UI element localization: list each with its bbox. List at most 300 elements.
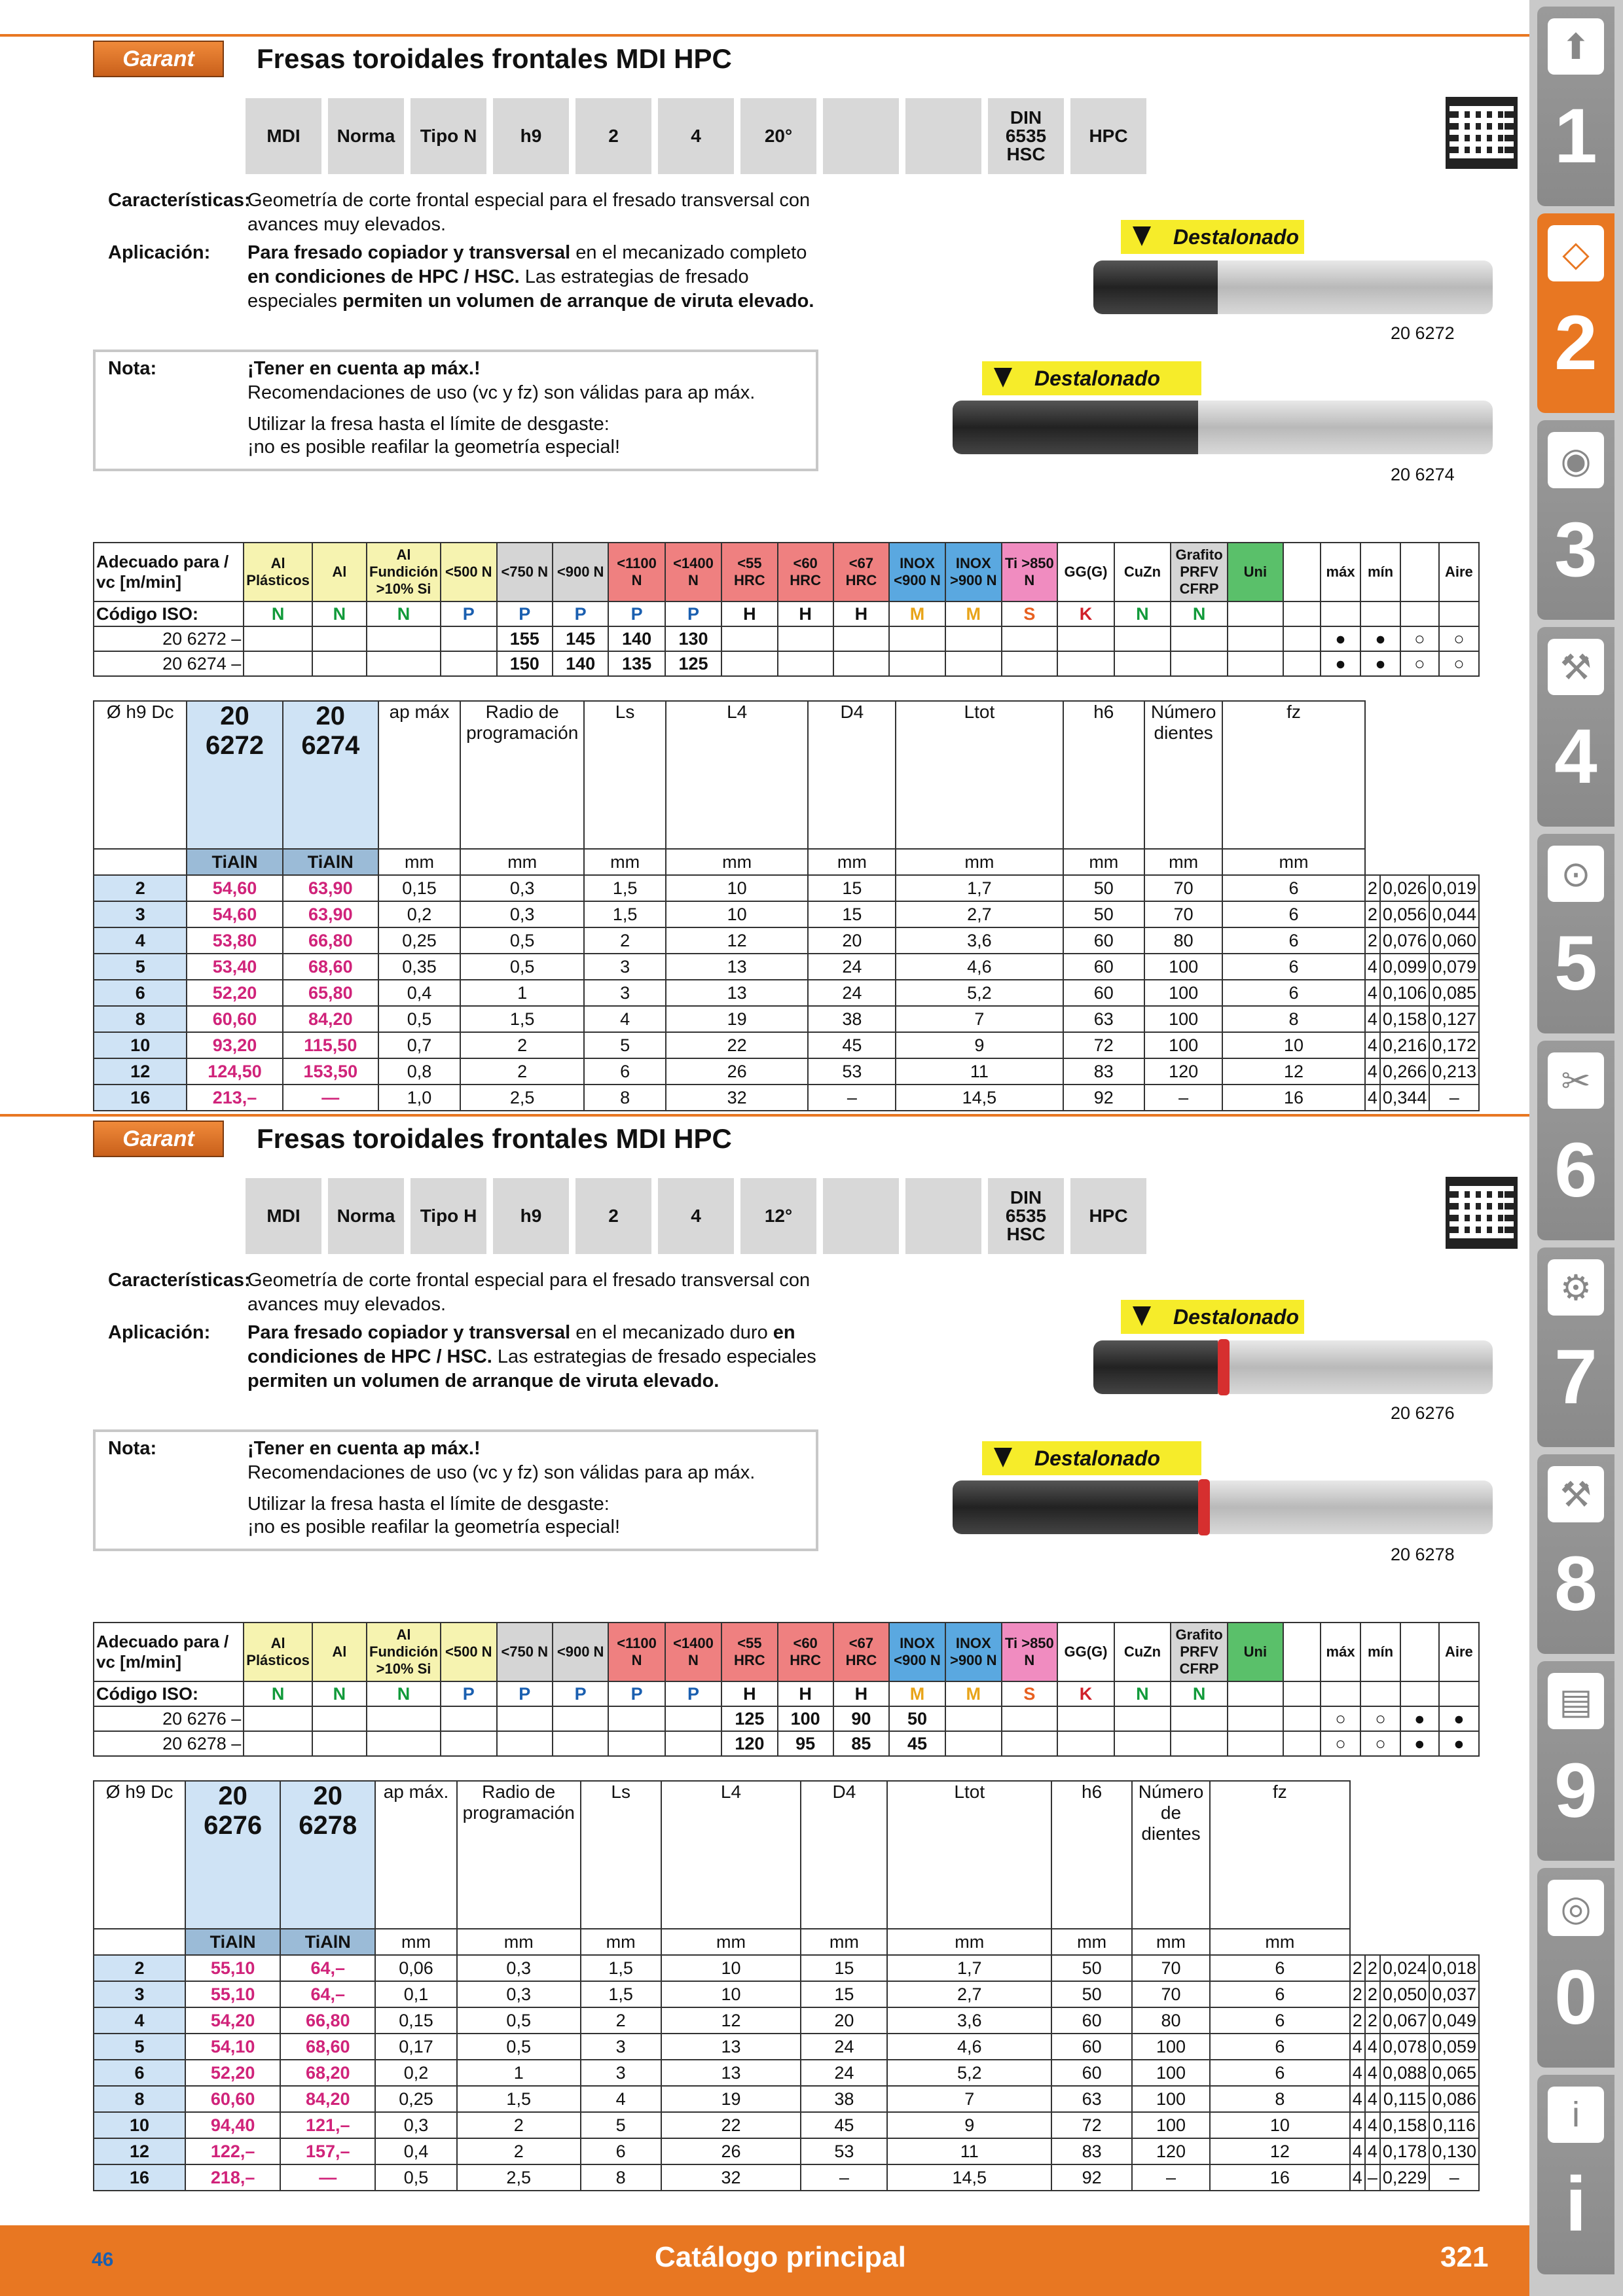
table-cell: 12 bbox=[94, 1058, 187, 1085]
chapter-icon: ◇ bbox=[1548, 225, 1604, 281]
pictogram-label: HPC bbox=[1089, 126, 1128, 146]
table-cell: 5 bbox=[581, 2112, 661, 2138]
table-cell: 0,25 bbox=[378, 927, 460, 954]
vc-value bbox=[1002, 626, 1057, 651]
pictogram-label: HPC bbox=[1089, 1206, 1128, 1226]
table-cell: 6 bbox=[94, 980, 187, 1006]
header-d: Ø h9 Dc bbox=[94, 701, 187, 849]
table-cell: 66,80 bbox=[280, 2007, 375, 2034]
table-cell: 0,3 bbox=[457, 1955, 581, 1981]
header-fz: fz bbox=[1210, 1781, 1350, 1929]
vc-value bbox=[312, 1706, 367, 1731]
footer bbox=[0, 2225, 1529, 2296]
empty-cell bbox=[1283, 601, 1321, 626]
iso-code: P bbox=[441, 1681, 496, 1706]
table-cell: 19 bbox=[661, 2086, 801, 2112]
table-cell: 13 bbox=[666, 980, 809, 1006]
table-cell: 0,5 bbox=[457, 2007, 581, 2034]
table-cell: 72 bbox=[1063, 1032, 1145, 1058]
material-header-cell: Grafito PRFV CFRP bbox=[1171, 543, 1228, 601]
suitability-dot: ○ bbox=[1360, 1706, 1400, 1731]
empty-cell bbox=[1283, 1706, 1321, 1731]
table-cell: 55,10 bbox=[185, 1981, 280, 2007]
suitability-dot: ● bbox=[1439, 1731, 1479, 1756]
table-row bbox=[94, 875, 1479, 901]
table-cell: 5 bbox=[94, 2034, 185, 2060]
table-cell: 6 bbox=[1210, 2007, 1350, 2034]
pictogram-label: DIN 6535 HSC bbox=[1005, 107, 1047, 164]
caracteristicas-text: Geometría de corte frontal especial para el fresado transversal con avances muy elevados. bbox=[247, 1270, 811, 1315]
iso-code: P bbox=[553, 601, 608, 626]
iso-code: N bbox=[244, 601, 312, 626]
vc-value bbox=[665, 1706, 721, 1731]
qr-code bbox=[1446, 1177, 1518, 1249]
iso-code: N bbox=[1114, 601, 1171, 626]
iso-code: H bbox=[721, 601, 777, 626]
table-cell: 4 bbox=[1365, 2034, 1380, 2060]
table-cell: 8 bbox=[1222, 1006, 1365, 1032]
unit: mm bbox=[887, 1929, 1051, 1955]
table-cell: 50 bbox=[1063, 901, 1145, 927]
article-code: 20 6278 – bbox=[94, 1731, 244, 1756]
unit: mm bbox=[581, 1929, 661, 1955]
table-cell: 0,7 bbox=[378, 1032, 460, 1058]
table-cell: 2,7 bbox=[887, 1981, 1051, 2007]
header-l4: L4 bbox=[661, 1781, 801, 1929]
table-row bbox=[94, 980, 1479, 1006]
empty-cell bbox=[1321, 1681, 1360, 1706]
chapter-tab-1[interactable] bbox=[1537, 7, 1614, 206]
vc-value bbox=[1057, 626, 1114, 651]
vc-value bbox=[244, 626, 312, 651]
article-code: 20 6276 – bbox=[94, 1706, 244, 1731]
table-cell: 12 bbox=[1222, 1058, 1365, 1085]
table-row bbox=[94, 1085, 1479, 1111]
table-cell: 2 bbox=[457, 2112, 581, 2138]
pictogram bbox=[740, 98, 816, 174]
material-header-cell: máx bbox=[1321, 1623, 1360, 1681]
table-cell: 0,076 bbox=[1380, 927, 1430, 954]
material-header-cell: INOX >900 N bbox=[945, 1623, 1002, 1681]
table-cell: 0,044 bbox=[1429, 901, 1479, 927]
vc-value bbox=[889, 651, 945, 676]
chapter-number: 0 bbox=[1554, 1954, 1597, 2041]
pictogram bbox=[1070, 98, 1146, 174]
unit: mm bbox=[661, 1929, 801, 1955]
tool-color-ring bbox=[1218, 1339, 1230, 1395]
iso-code: Código ISO: bbox=[94, 601, 244, 626]
table-cell: 22 bbox=[666, 1032, 809, 1058]
table-cell: 4 bbox=[1365, 954, 1380, 980]
table-cell: 0,5 bbox=[460, 954, 584, 980]
chapter-tab-7[interactable] bbox=[1537, 1247, 1614, 1447]
table-cell: 70 bbox=[1144, 875, 1222, 901]
table-cell: 2 bbox=[94, 875, 187, 901]
iso-code: M bbox=[945, 601, 1002, 626]
nota-line-2: Recomendaciones de uso (vc y fz) son válidas para ap máx. bbox=[247, 382, 756, 403]
chapter-icon: i bbox=[1548, 2087, 1604, 2143]
destalonado-label bbox=[1121, 1300, 1304, 1334]
table-cell: 100 bbox=[1144, 980, 1222, 1006]
table-cell: 32 bbox=[661, 2164, 801, 2191]
pictogram bbox=[410, 1178, 486, 1254]
vc-value bbox=[1114, 651, 1171, 676]
empty-cell bbox=[1439, 601, 1479, 626]
table-cell: 20 bbox=[808, 927, 896, 954]
tool-image bbox=[1093, 260, 1493, 314]
table-cell: – bbox=[1429, 2164, 1479, 2191]
tool-color-ring bbox=[1198, 1479, 1210, 1535]
pictogram-label: Tipo H bbox=[420, 1206, 477, 1226]
pictogram bbox=[328, 98, 404, 174]
tool-cutting-part bbox=[1093, 1340, 1218, 1394]
table-cell: 8 bbox=[584, 1085, 666, 1111]
table-cell: 157,– bbox=[280, 2138, 375, 2164]
header-ap: ap máx bbox=[378, 701, 460, 849]
chapter-number: i bbox=[1565, 2161, 1587, 2248]
material-header-cell: mín bbox=[1360, 1623, 1400, 1681]
table-cell: 9 bbox=[896, 1032, 1063, 1058]
iso-code: N bbox=[1171, 601, 1228, 626]
nota-label: Nota: bbox=[108, 1438, 157, 1459]
table-cell: 0,1 bbox=[375, 1981, 456, 2007]
tool-image bbox=[953, 401, 1493, 454]
table-cell: 6 bbox=[1222, 875, 1365, 901]
chapter-tab-8[interactable] bbox=[1537, 1454, 1614, 1654]
arrow-down-icon bbox=[994, 368, 1012, 387]
table-cell: 2 bbox=[460, 1058, 584, 1085]
vc-value bbox=[1228, 626, 1283, 651]
table-cell: 218,– bbox=[185, 2164, 280, 2191]
table-cell: 0,15 bbox=[378, 875, 460, 901]
iso-code: H bbox=[833, 1681, 889, 1706]
pictogram bbox=[905, 98, 981, 174]
table-row bbox=[94, 2086, 1479, 2112]
table-cell: 84,20 bbox=[283, 1006, 378, 1032]
top-rule bbox=[0, 34, 1529, 37]
article-code: 20 6274 – bbox=[94, 651, 244, 676]
chapter-tab-5[interactable] bbox=[1537, 834, 1614, 1033]
unit: mm bbox=[1222, 849, 1365, 875]
chapter-tab-3[interactable] bbox=[1537, 420, 1614, 620]
table-cell: 2 bbox=[584, 927, 666, 954]
chapter-number: 7 bbox=[1554, 1334, 1597, 1420]
vc-value bbox=[312, 626, 367, 651]
vc-value bbox=[778, 651, 833, 676]
table-cell: 70 bbox=[1132, 1955, 1210, 1981]
vc-value bbox=[1171, 626, 1228, 651]
pictogram-label: 4 bbox=[691, 1206, 701, 1226]
vc-value: 140 bbox=[553, 651, 608, 676]
table-cell: 16 bbox=[94, 2164, 185, 2191]
pictogram-label: DIN 6535 HSC bbox=[1005, 1187, 1047, 1244]
vc-value bbox=[1171, 1731, 1228, 1756]
table-cell: 10 bbox=[94, 1032, 187, 1058]
suitability-dot: ● bbox=[1321, 626, 1360, 651]
tool-cutting-part bbox=[953, 1480, 1198, 1534]
table-cell: 80 bbox=[1144, 927, 1222, 954]
table-cell: 2 bbox=[1365, 2007, 1380, 2034]
table-cell: 24 bbox=[801, 2060, 887, 2086]
table-cell: 4,6 bbox=[887, 2034, 1051, 2060]
chapter-tab-9[interactable] bbox=[1537, 1661, 1614, 1861]
suitability-dot: ● bbox=[1400, 1706, 1439, 1731]
vc-value bbox=[833, 651, 889, 676]
vc-value bbox=[945, 1706, 1002, 1731]
table-cell: 63 bbox=[1051, 2086, 1132, 2112]
chapter-tab-2[interactable] bbox=[1537, 213, 1614, 413]
table-cell: 6 bbox=[581, 2138, 661, 2164]
chapter-icon: ⊙ bbox=[1548, 846, 1604, 902]
table-cell: 2 bbox=[457, 2138, 581, 2164]
unit: mm bbox=[896, 849, 1063, 875]
table-cell: 10 bbox=[1222, 1032, 1365, 1058]
table-cell: 0,078 bbox=[1380, 2034, 1430, 2060]
table-cell: 0,2 bbox=[378, 901, 460, 927]
vc-value: 140 bbox=[608, 626, 665, 651]
table-cell: 54,10 bbox=[185, 2034, 280, 2060]
pictogram bbox=[988, 1178, 1064, 1254]
vc-value: 120 bbox=[721, 1731, 777, 1756]
table-cell: 122,– bbox=[185, 2138, 280, 2164]
table-cell: 0,8 bbox=[378, 1058, 460, 1085]
empty-cell bbox=[1439, 1681, 1479, 1706]
table-cell: 45 bbox=[801, 2112, 887, 2138]
suitability-dot: ○ bbox=[1400, 651, 1439, 676]
suitability-dot: ○ bbox=[1321, 1731, 1360, 1756]
table-cell: 0,35 bbox=[378, 954, 460, 980]
vc-value bbox=[367, 1731, 441, 1756]
material-header-cell: <60 HRC bbox=[778, 543, 833, 601]
vc-value bbox=[312, 651, 367, 676]
table-cell: 0,115 bbox=[1380, 2086, 1430, 2112]
chapter-number: 1 bbox=[1554, 93, 1597, 179]
pictogram-label: 12° bbox=[764, 1206, 793, 1226]
chapter-tab-i[interactable] bbox=[1537, 2075, 1614, 2274]
aplicacion-part: Las estrategias de fresado especiales bbox=[492, 1346, 816, 1367]
destalonado-text: Destalonado bbox=[1034, 1446, 1161, 1470]
header-a: 20 6276 bbox=[185, 1781, 280, 1929]
pictogram-label: MDI bbox=[266, 1206, 301, 1226]
table-row bbox=[94, 927, 1479, 954]
table-cell: 4 bbox=[1365, 980, 1380, 1006]
suitability-dot: ● bbox=[1439, 1706, 1479, 1731]
table-cell: 1,7 bbox=[896, 875, 1063, 901]
table-cell: 5 bbox=[94, 954, 187, 980]
vc-value bbox=[1057, 651, 1114, 676]
coating: TiAlN bbox=[280, 1929, 375, 1955]
empty-cell bbox=[1228, 601, 1283, 626]
table-cell: 4 bbox=[1365, 1032, 1380, 1058]
pictogram bbox=[905, 1178, 981, 1254]
nota-line-3: Utilizar la fresa hasta el límite de desgaste: bbox=[247, 1494, 610, 1515]
header-h6: h6 bbox=[1063, 701, 1145, 849]
material-header-cell: <1400 N bbox=[665, 543, 721, 601]
table-cell: 121,– bbox=[280, 2112, 375, 2138]
suitability-dot: ● bbox=[1400, 1731, 1439, 1756]
chapter-number: 5 bbox=[1554, 920, 1597, 1007]
chapter-tab-6[interactable] bbox=[1537, 1041, 1614, 1240]
unit: mm bbox=[460, 849, 584, 875]
table-cell: 0,085 bbox=[1429, 980, 1479, 1006]
table-cell: 2,7 bbox=[896, 901, 1063, 927]
table-cell: 0,3 bbox=[460, 901, 584, 927]
chapter-number: 2 bbox=[1554, 300, 1597, 386]
table-cell: 50 bbox=[1051, 1981, 1132, 2007]
material-header-cell: <55 HRC bbox=[721, 543, 777, 601]
header-z: Número de dientes bbox=[1132, 1781, 1210, 1929]
table-cell: 3 bbox=[584, 954, 666, 980]
table-cell: 3 bbox=[581, 2034, 661, 2060]
table-cell: 4 bbox=[1365, 2138, 1380, 2164]
table-row bbox=[94, 1058, 1479, 1085]
table-cell: 2 bbox=[1365, 875, 1380, 901]
table-cell: 50 bbox=[1051, 1955, 1132, 1981]
pictogram-label: 2 bbox=[608, 126, 619, 146]
pictogram-label: Norma bbox=[337, 1206, 395, 1226]
destalonado-text: Destalonado bbox=[1173, 224, 1300, 249]
iso-code: P bbox=[665, 1681, 721, 1706]
destalonado-label bbox=[982, 361, 1201, 395]
header-ap: ap máx. bbox=[375, 1781, 456, 1929]
table-cell: 4 bbox=[1350, 2164, 1365, 2191]
table-cell: 0,4 bbox=[378, 980, 460, 1006]
table-row bbox=[94, 954, 1479, 980]
material-header-cell: Aire bbox=[1439, 1623, 1479, 1681]
table-cell: 115,50 bbox=[283, 1032, 378, 1058]
table-cell: 26 bbox=[661, 2138, 801, 2164]
header-ltot: Ltot bbox=[887, 1781, 1051, 1929]
chapter-tab-0[interactable] bbox=[1537, 1868, 1614, 2068]
table-row bbox=[94, 1006, 1479, 1032]
table-cell: 0,229 bbox=[1380, 2164, 1430, 2191]
iso-code: H bbox=[778, 1681, 833, 1706]
table-cell: 14,5 bbox=[896, 1085, 1063, 1111]
vc-value bbox=[441, 651, 496, 676]
table-cell: 6 bbox=[1222, 954, 1365, 980]
empty-cell bbox=[1360, 601, 1400, 626]
aplicacion-part: Para fresado copiador y transversal bbox=[247, 1322, 571, 1343]
article-code: 20 6272 – bbox=[94, 626, 244, 651]
empty-cell bbox=[1400, 601, 1439, 626]
material-header-cell: GG(G) bbox=[1057, 1623, 1114, 1681]
aplicacion-part: en el mecanizado duro bbox=[570, 1322, 773, 1343]
iso-code: M bbox=[889, 1681, 945, 1706]
vc-value: 100 bbox=[778, 1706, 833, 1731]
table-row bbox=[94, 2007, 1479, 2034]
unit-row bbox=[94, 849, 1479, 875]
materials-table bbox=[93, 1622, 1480, 1757]
table-cell: 3,6 bbox=[896, 927, 1063, 954]
table-cell: 65,80 bbox=[283, 980, 378, 1006]
iso-code: H bbox=[778, 601, 833, 626]
unit: mm bbox=[801, 1929, 887, 1955]
vc-value bbox=[367, 651, 441, 676]
table-cell: 1,5 bbox=[581, 1955, 661, 1981]
table-cell: 60 bbox=[1051, 2007, 1132, 2034]
chapter-number: 6 bbox=[1554, 1127, 1597, 1213]
table-cell: 94,40 bbox=[185, 2112, 280, 2138]
table-cell: 124,50 bbox=[187, 1058, 282, 1085]
table-cell: 63 bbox=[1063, 1006, 1145, 1032]
table-cell: 0,065 bbox=[1429, 2060, 1479, 2086]
table-cell: 54,20 bbox=[185, 2007, 280, 2034]
header-ls: Ls bbox=[581, 1781, 661, 1929]
pictogram-label: h9 bbox=[520, 126, 542, 146]
vc-value bbox=[608, 1706, 665, 1731]
table-cell: 52,20 bbox=[187, 980, 282, 1006]
table-cell: 66,80 bbox=[283, 927, 378, 954]
vc-value bbox=[312, 1731, 367, 1756]
destalonado-text: Destalonado bbox=[1034, 366, 1161, 390]
table-cell: 0,06 bbox=[375, 1955, 456, 1981]
cutting-data-table bbox=[93, 1780, 1480, 2191]
table-cell: 63,90 bbox=[283, 901, 378, 927]
table-cell: 4,6 bbox=[896, 954, 1063, 980]
unit: mm bbox=[1063, 849, 1145, 875]
table-cell: 0,5 bbox=[375, 2164, 456, 2191]
table-cell: 0,5 bbox=[460, 927, 584, 954]
material-header-cell bbox=[1400, 1623, 1439, 1681]
table-cell: 16 bbox=[94, 1085, 187, 1111]
table-cell: 2,5 bbox=[457, 2164, 581, 2191]
table-cell: 68,20 bbox=[280, 2060, 375, 2086]
pictogram-label: 4 bbox=[691, 126, 701, 146]
material-header-cell: Uni bbox=[1228, 1623, 1283, 1681]
table-cell: 1 bbox=[460, 980, 584, 1006]
chapter-tab-4[interactable] bbox=[1537, 627, 1614, 827]
table-cell: 53 bbox=[801, 2138, 887, 2164]
material-header-cell: <67 HRC bbox=[833, 1623, 889, 1681]
table-cell: 100 bbox=[1144, 954, 1222, 980]
tool-number: 20 6278 bbox=[1391, 1545, 1455, 1564]
table-cell: 1 bbox=[457, 2060, 581, 2086]
vc-value bbox=[1171, 651, 1228, 676]
unit: mm bbox=[584, 849, 666, 875]
table-cell: 0,099 bbox=[1380, 954, 1430, 980]
empty-cell bbox=[1283, 651, 1321, 676]
table-cell: 64,– bbox=[280, 1981, 375, 2007]
vc-value bbox=[497, 1706, 553, 1731]
material-header-cell: <1100 N bbox=[608, 1623, 665, 1681]
header-fz: fz bbox=[1222, 701, 1365, 849]
aplicacion-part: permiten un volumen de arranque de viruta elevado. bbox=[342, 291, 814, 312]
table-cell: 6 bbox=[1210, 1981, 1350, 2007]
unit: mm bbox=[1144, 849, 1222, 875]
table-cell: 0,050 bbox=[1380, 1981, 1430, 2007]
table-cell: 5,2 bbox=[887, 2060, 1051, 2086]
pictogram-label: 20° bbox=[764, 126, 793, 146]
table-cell: 1,0 bbox=[378, 1085, 460, 1111]
empty-cell bbox=[94, 849, 187, 875]
chapter-number: 9 bbox=[1554, 1748, 1597, 1834]
nota-line-1: ¡Tener en cuenta ap máx.! bbox=[247, 358, 481, 379]
arrow-down-icon bbox=[1133, 1306, 1151, 1326]
table-cell: 54,60 bbox=[187, 875, 282, 901]
table-cell: 0,15 bbox=[375, 2007, 456, 2034]
tool-cutting-part bbox=[1093, 260, 1218, 314]
iso-code: P bbox=[665, 601, 721, 626]
arrow-down-icon bbox=[1133, 226, 1151, 246]
tool-image bbox=[1093, 1340, 1493, 1394]
table-cell: 153,50 bbox=[283, 1058, 378, 1085]
table-cell: 0,5 bbox=[378, 1006, 460, 1032]
chapter-icon: ⚙ bbox=[1548, 1259, 1604, 1316]
empty-cell bbox=[1283, 1681, 1321, 1706]
aplicacion-text bbox=[247, 241, 817, 314]
table-cell: 100 bbox=[1132, 2034, 1210, 2060]
vc-value: 95 bbox=[778, 1731, 833, 1756]
